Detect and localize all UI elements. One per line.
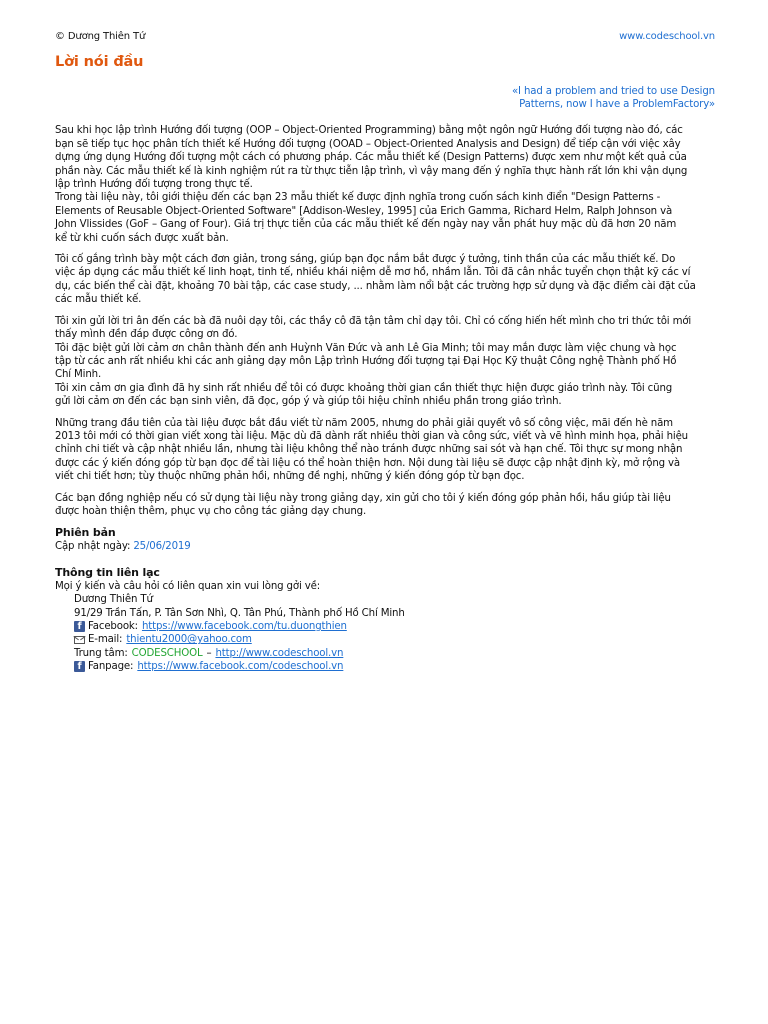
text-line: dụ, các biến thể cài đặt, khoảng 70 bài tập, các case study, ... nhằm làm nổi bật các trường hợp sử dụng và đặc điểm cài đặt của <box>55 280 696 292</box>
text-line: Tôi đặc biệt gửi lời cảm ơn chân thành đến anh Huỳnh Văn Đức và anh Lê Gia Minh; tôi may mắn được làm việc chung và học <box>55 342 677 354</box>
text-line: Sau khi học lập trình Hướng đối tượng (OOP – Object-Oriented Programming) bằng một ngôn ngữ Hướng đối tượng nào đó, các <box>55 125 683 137</box>
text-line: các mẫu thiết kế. <box>55 294 142 306</box>
email-link[interactable]: thientu2000@yahoo.com <box>126 634 252 646</box>
version-line <box>55 540 715 553</box>
document-page <box>55 30 715 674</box>
facebook-row <box>74 620 715 633</box>
text-line: Elements of Reusable Object-Oriented Software" [Addison-Wesley, 1995] của Erich Gamma, Richard Helm, Ralph Johnson và <box>55 205 673 217</box>
author-credit: © Dương Thiên Tứ <box>55 31 146 42</box>
text-line: tập từ các anh rất nhiều khi các anh giảng dạy môn Lập trình Hướng đối tượng tại Đại Học Kỹ thuật Công nghệ Thành phố Hồ <box>55 355 677 367</box>
text-line: thấy mình đền đáp được công ơn đó. <box>55 329 238 341</box>
quote-line: «I had a problem and tried to use Design <box>511 86 715 97</box>
approach-paragraph <box>55 253 715 307</box>
fanpage-label: Fanpage: <box>88 661 134 673</box>
contact-heading: Thông tin liên lạc <box>55 565 160 579</box>
page-title: Lời nói đầu <box>55 54 144 70</box>
email-icon <box>74 636 85 644</box>
contact-address: 91/29 Trần Tấn, P. Tân Sơn Nhì, Q. Tân Phú, Thành phố Hồ Chí Minh <box>74 607 405 619</box>
intro-paragraph <box>55 124 715 245</box>
center-link[interactable]: http://www.codeschool.vn <box>215 647 344 659</box>
text-line: 2013 tôi mới có thời gian viết xong tài liệu. Mặc dù đã dành rất nhiều thời gian và công sức, viết và vẽ hình minh họa, phải hiệu <box>55 430 688 442</box>
fanpage-row <box>74 660 715 673</box>
email-label: E-mail: <box>88 634 123 646</box>
facebook-link[interactable]: https://www.facebook.com/tu.duongthien <box>141 621 347 632</box>
text-line: Tôi xin cảm ơn gia đình đã hy sinh rất nhiều để tôi có được khoảng thời gian cần thiết thực hiện được giáo trình này. Tôi cũng <box>55 382 673 394</box>
quote-line: Patterns, now I have a ProblemFactory» <box>519 99 715 111</box>
text-line: Chí Minh. <box>55 369 102 381</box>
center-dash: – <box>206 647 212 659</box>
text-line: phần này. Các mẫu thiết kế là kinh nghiệm rút ra từ thực tiễn lập trình, vì vậy mang đến ý nghĩa thực hành rất lớn khi vận dụng <box>55 165 688 177</box>
updated-date: 25/06/2019 <box>133 541 191 553</box>
site-link[interactable]: www.codeschool.vn <box>619 31 715 42</box>
center-name: CODESCHOOL <box>131 647 203 659</box>
email-row <box>74 633 715 646</box>
text-line: kể từ khi cuốn sách được xuất bản. <box>55 232 229 244</box>
contact-name: Dương Thiên Tứ <box>74 594 153 606</box>
text-line: dựng ứng dụng Hướng đối tượng một cách có phương pháp. Các mẫu thiết kế (Design Patterns) được xem như một kết quả của <box>55 152 687 164</box>
text-line: Tôi cố gắng trình bày một cách đơn giản, trong sáng, giúp bạn đọc nắm bắt được ý tưởng, tinh thần của các mẫu thiết kế. Do <box>55 254 676 266</box>
text-line: được các ý kiến đóng góp từ bạn đọc để tài liệu có thể hoàn thiện hơn. Nội dung tài liệu sẽ được cập nhật định kỳ, mở rộng và <box>55 457 681 469</box>
text-line: lập trình Hướng đối tượng trong thực tế. <box>55 179 253 191</box>
thanks-paragraph <box>55 315 715 409</box>
facebook-icon: f <box>74 661 85 672</box>
text-line: chỉnh chi tiết và cập nhật nhiều lần, nhưng tài liệu không thể nào tránh được những sai sót và hạn chế. Tôi thực sự mong nhận <box>55 444 683 456</box>
text-line: được hoàn thiện thêm, phục vụ cho công tác giảng dạy chung. <box>55 505 367 517</box>
page-header <box>55 30 715 44</box>
fanpage-link[interactable]: https://www.facebook.com/codeschool.vn <box>137 661 344 673</box>
contact-intro: Mọi ý kiến và câu hỏi có liên quan xin vui lòng gởi về: <box>55 580 320 592</box>
text-line: Những trang đầu tiên của tài liệu được bắt đầu viết từ năm 2005, nhưng do phải giải quyết vô số công việc, mãi đến hè năm <box>55 417 673 429</box>
text-line: việc áp dụng các mẫu thiết kế linh hoạt, tinh tế, nhiều khái niệm dễ mơ hồ, nhầm lẫn. Tôi đã cân nhắc tuyển chọn thật kỹ các ví <box>55 267 691 279</box>
facebook-icon: f <box>74 621 85 632</box>
text-line: gửi lời cảm ơn đến các bạn sinh viên, đã đọc, góp ý và giúp tôi hiệu chỉnh nhiều phần trong giáo trình. <box>55 396 562 408</box>
history-paragraph <box>55 417 715 484</box>
center-row <box>74 647 715 660</box>
updated-label: Cập nhật ngày: <box>55 541 131 553</box>
facebook-label: Facebook: <box>88 621 138 632</box>
colleagues-paragraph <box>55 492 715 519</box>
text-line: Các bạn đồng nghiệp nếu có sử dụng tài liệu này trong giảng dạy, xin gửi cho tôi ý kiến đóng góp phản hồi, hầu giúp tài liệu <box>55 492 671 504</box>
text-line: bạn sẽ tiếp tục học phân tích thiết kế Hướng đối tượng (OOAD – Object-Oriented Analysis and Design) để tiếp cận với việc xây <box>55 138 681 150</box>
text-line: viết chi tiết hơn; tùy thuộc những phản hồi, những đề nghị, những ý kiến đóng góp từ bạn đọc. <box>55 471 525 483</box>
version-heading: Phiên bản <box>55 526 116 540</box>
text-line: Tôi xin gửi lời tri ân đến các bà đã nuôi dạy tôi, các thầy cô đã tận tâm chỉ dạy tôi. Chỉ có cống hiến hết mình cho tri thức tôi mới <box>55 315 692 327</box>
text-line: John Vlissides (GoF – Gang of Four). Giá trị thực tiễn của các mẫu thiết kế đến ngày nay vẫn phát huy mặc dù đã hơn 20 năm <box>55 219 677 231</box>
epigraph-quote <box>55 85 715 111</box>
center-label: Trung tâm: <box>74 647 128 659</box>
text-line: Trong tài liệu này, tôi giới thiệu đến các bạn 23 mẫu thiết kế được định nghĩa trong cuốn sách kinh điển "Design Patterns - <box>55 192 661 204</box>
